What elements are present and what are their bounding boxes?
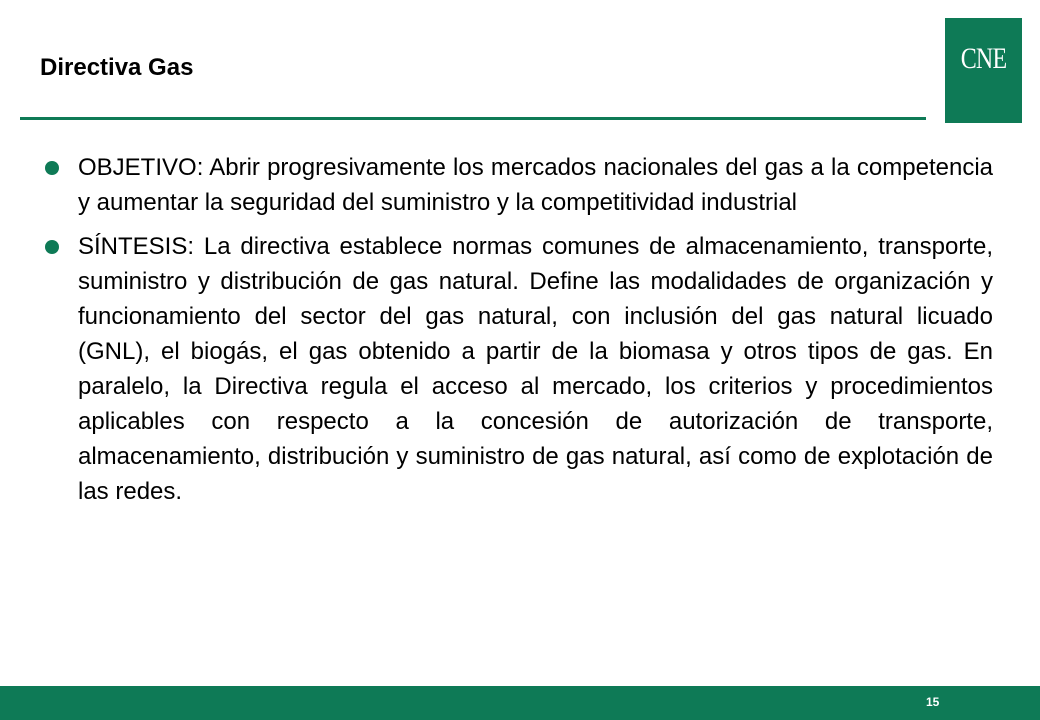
bullet-item-sintesis — [45, 229, 993, 509]
bullet-text: OBJETIVO: Abrir progresivamente los mercados nacionales del gas a la competencia y aumentar la seguridad del suministro y la competitividad industrial — [78, 154, 993, 216]
cne-logo — [945, 18, 1022, 123]
bullet-text: SÍNTESIS: La directiva establece normas comunes de almacenamiento, transporte, suministro y distribución de gas natural. Define las modalidades de organización y funcionamiento del sector del gas natural, con inclusión del gas natural licuado (GNL), el biogás, el gas obtenido a partir de la biomasa y otros tipos de gas. En paralelo, la Directiva regula el acceso al mercado, los criterios y procedimientos aplicables con respecto a la concesión de autorización de transporte, almacenamiento, distribución y suministro de gas natural, así como de explotación de las redes. — [78, 233, 993, 505]
footer-bar — [0, 686, 1040, 720]
bullet-item-objetivo — [45, 150, 993, 220]
bullet-list — [45, 150, 993, 518]
logo-text: CNE — [960, 42, 1007, 75]
bullet-dot-icon — [45, 240, 59, 254]
page-number: 15 — [926, 695, 940, 709]
bullet-dot-icon — [45, 161, 59, 175]
slide-title: Directiva Gas — [40, 54, 194, 81]
title-divider — [20, 117, 926, 120]
